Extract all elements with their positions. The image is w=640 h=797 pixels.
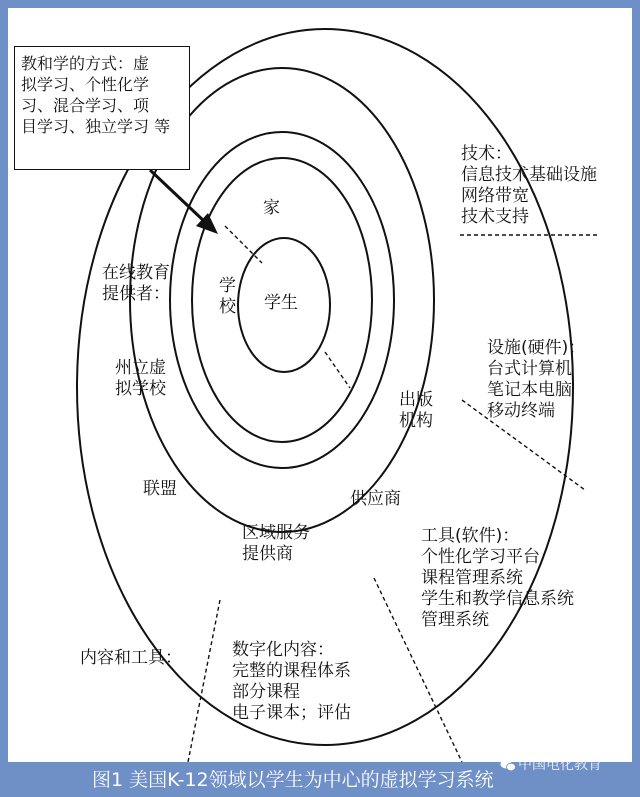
figure-caption: 图1 美国K-12领域以学生为中心的虚拟学习系统 bbox=[92, 769, 494, 791]
online-provider-label: 在线教育 提供者： bbox=[102, 263, 170, 304]
school-label: 学 校 bbox=[219, 276, 236, 317]
student-label: 学生 bbox=[264, 293, 298, 313]
publisher-label: 出版 机构 bbox=[399, 390, 433, 431]
divider-school-home bbox=[225, 226, 262, 263]
home-label: 家 bbox=[263, 198, 280, 218]
content-tools-label: 内容和工具： bbox=[80, 648, 182, 668]
divider-publisher bbox=[325, 352, 350, 388]
divider-content bbox=[188, 600, 220, 762]
wechat-icon bbox=[500, 758, 516, 772]
callout-line: 等 bbox=[154, 117, 171, 136]
callout-arrow-line bbox=[150, 170, 205, 222]
supplier-label: 供应商 bbox=[350, 489, 401, 509]
watermark: 中国电化教育 bbox=[518, 757, 602, 773]
state-virtual-school-label: 州立虚 拟学校 bbox=[115, 358, 166, 399]
callout-line: 教和学的方式：虚 bbox=[21, 54, 150, 73]
software-label: 工具(软件)： 个性化学习平台 课程管理系统 学生和教学信息系统 管理系统 bbox=[421, 526, 574, 630]
callout-line: 目学习、独立学习 bbox=[21, 117, 150, 136]
callout-line: 拟学习、个性化学 bbox=[21, 75, 150, 94]
teaching-learning-callout bbox=[14, 46, 190, 170]
regional-provider-label: 区域服务 提供商 bbox=[242, 523, 310, 564]
technology-label: 技术： 信息技术基础设施 网络带宽 技术支持 bbox=[461, 144, 597, 227]
hardware-label: 设施(硬件)： 台式计算机 笔记本电脑 移动终端 bbox=[487, 338, 586, 421]
digital-content-label: 数字化内容： 完整的课程体系 部分课程 电子课本；评估 bbox=[232, 640, 351, 723]
consortium-label: 联盟 bbox=[143, 479, 177, 499]
callout-line: 习、混合学习、项 bbox=[21, 96, 150, 115]
